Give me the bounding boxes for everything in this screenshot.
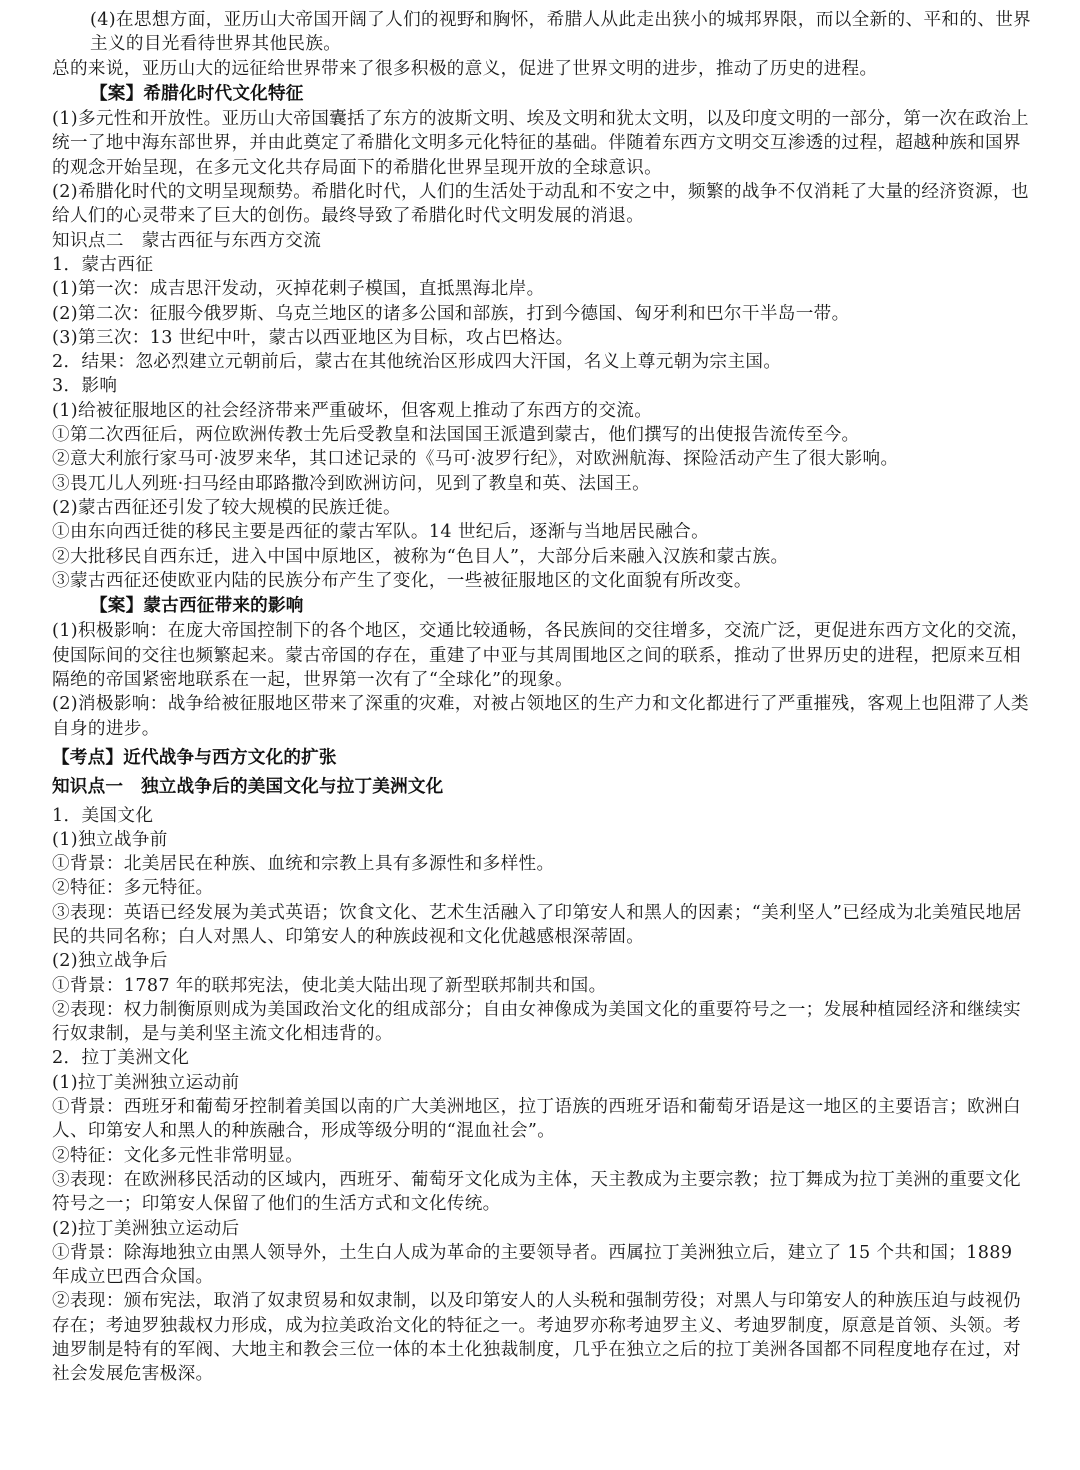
paragraph: (2)拉丁美洲独立运动后 [52,1218,240,1239]
paragraph: 2．结果：忽必烈建立元朝前后，蒙古在其他统治区形成四大汗国，名义上尊元朝为宗主国。 [52,352,782,373]
paragraph: (1)拉丁美洲独立运动前 [52,1072,240,1093]
paragraph: ①背景：北美居民在种族、血统和宗教上具有多源性和多样性。 [52,854,555,875]
paragraph: (2)消极影响：战争给被征服地区带来了深重的灾难，对被占领地区的生产力和文化都进行了严重摧残，客观上也阻滞了人类自身的进步。 [52,694,1029,739]
paragraph: (1)独立战争前 [52,829,168,850]
paragraph: ②特征：多元特征。 [52,878,214,899]
section-heading: 【案】蒙古西征带来的影响 [90,596,304,617]
paragraph: ②意大利旅行家马可·波罗来华，其口述记录的《马可·波罗行纪》，对欧洲航海、探险活动产生了很大影响。 [52,449,899,470]
paragraph: (1)多元性和开放性。亚历山大帝国囊括了东方的波斯文明、埃及文明和犹太文明，以及印度文明的一部分，第一次在政治上统一了地中海东部世界，并由此奠定了希腊化文明多元化特征的基础。伴随着东西方文明交互渗透的过程，超越种族和国界的观念开始呈现，在多元文化共存局面下的希腊化世界呈现开放的全球意识。 [52,109,1029,178]
paragraph: ③畏兀儿人列班·扫马经由耶路撒冷到欧洲访问，见到了教皇和英、法国王。 [52,473,651,494]
paragraph: (3)第三次：13 世纪中叶，蒙古以西亚地区为目标，攻占巴格达。 [52,327,574,348]
document-body [52,8,1034,1387]
paragraph: (1)给被征服地区的社会经济带来严重破坏，但客观上推动了东西方的交流。 [52,400,653,421]
paragraph: ②大批移民自西东迁，进入中国中原地区，被称为“色目人”，大部分后来融入汉族和蒙古族。 [52,546,789,567]
paragraph: 总的来说，亚历山大的远征给世界带来了很多积极的意义，促进了世界文明的进步，推动了历史的进程。 [52,58,878,79]
paragraph: ③表现：在欧洲移民活动的区域内，西班牙、葡萄牙文化成为主体，天主教成为主要宗教；拉丁舞成为拉丁美洲的重要文化符号之一；印第安人保留了他们的生活方式和文化传统。 [52,1169,1021,1215]
paragraph: ①背景：除海地独立由黑人领导外，土生白人成为革命的主要领导者。西属拉丁美洲独立后，建立了 15 个共和国；1889 年成立巴西合众国。 [52,1242,1013,1288]
paragraph: ③蒙古西征还使欧亚内陆的民族分布产生了变化，一些被征服地区的文化面貌有所改变。 [52,570,752,591]
paragraph: ①由东向西迁徙的移民主要是西征的蒙古军队。14 世纪后，逐渐与当地居民融合。 [52,522,710,543]
section-heading: 【考点】近代战争与西方文化的扩张 [52,747,337,768]
paragraph: ②特征：文化多元性非常明显。 [52,1145,304,1166]
paragraph: (4)在思想方面，亚历山大帝国开阔了人们的视野和胸怀，希腊人从此走出狭小的城邦界限，而以全新的、平和的、世界主义的目光看待世界其他民族。 [90,10,1032,55]
section-heading: 【案】希腊化时代文化特征 [90,83,304,104]
paragraph: ③表现：英语已经发展为美式英语；饮食文化、艺术生活融入了印第安人和黑人的因素；“美利坚人”已经成为北美殖民地居民的共同名称；白人对黑人、印第安人的种族歧视和文化优越感根深蒂固。 [52,902,1022,947]
paragraph: (2)第二次：征服今俄罗斯、乌克兰地区的诸多公国和部族，打到今德国、匈牙利和巴尔干半岛一带。 [52,303,850,324]
paragraph: 2．拉丁美洲文化 [52,1048,190,1069]
paragraph: 1．美国文化 [52,805,154,826]
paragraph: 1．蒙古西征 [52,254,154,275]
paragraph: ②表现：权力制衡原则成为美国政治文化的组成部分；自由女神像成为美国文化的重要符号之一；发展种植园经济和继续实行奴隶制，是与美利坚主流文化相违背的。 [52,999,1021,1045]
paragraph: ②表现：颁布宪法，取消了奴隶贸易和奴隶制，以及印第安人的人头税和强制劳役；对黑人与印第安人的种族压迫与歧视仍存在；考迪罗独裁权力形成，成为拉美政治文化的特征之一。考迪罗亦称考迪罗主义、考迪罗制度，原意是首领、头领。考迪罗制是特有的军阀、大地主和教会三位一体的本土化独裁制度，几乎在独立之后的拉丁美洲各国都不同程度地存在过，对社会发展危害极深。 [52,1291,1021,1385]
paragraph: (1)第一次：成吉思汗发动，灭掉花剌子模国，直抵黑海北岸。 [52,279,545,300]
paragraph: ①背景：1787 年的联邦宪法，使北美大陆出现了新型联邦制共和国。 [52,975,607,996]
paragraph: (2)希腊化时代的文明呈现颓势。希腊化时代，人们的生活处于动乱和不安之中，频繁的战争不仅消耗了大量的经济资源，也给人们的心灵带来了巨大的创伤。最终导致了希腊化时代文明发展的消退。 [52,182,1029,227]
paragraph: (1)积极影响：在庞大帝国控制下的各个地区，交通比较通畅，各民族间的交往增多，交流广泛，更促进东西方文化的交流，使国际间的交往也频繁起来。蒙古帝国的存在，重建了中亚与其周围地区之间的联系，推动了世界历史的进程，把原来互相隔绝的帝国紧密地联系在一起，世界第一次有了“全球化”的现象。 [52,621,1029,691]
section-heading: 知识点一 独立战争后的美国文化与拉丁美洲文化 [52,777,444,798]
paragraph: (2)蒙古西征还引发了较大规模的民族迁徙。 [52,497,401,518]
paragraph: ①背景：西班牙和葡萄牙控制着美国以南的广大美洲地区，拉丁语族的西班牙语和葡萄牙语是这一地区的主要语言；欧洲白人、印第安人和黑人的种族融合，形成等级分明的“混血社会”。 [52,1097,1021,1142]
paragraph: (2)独立战争后 [52,951,168,972]
paragraph: 知识点二 蒙古西征与东西方交流 [52,230,322,251]
paragraph: 3．影响 [52,376,118,397]
paragraph: ①第二次西征后，两位欧洲传教士先后受教皇和法国国王派遣到蒙古，他们撰写的出使报告流传至今。 [52,425,860,446]
